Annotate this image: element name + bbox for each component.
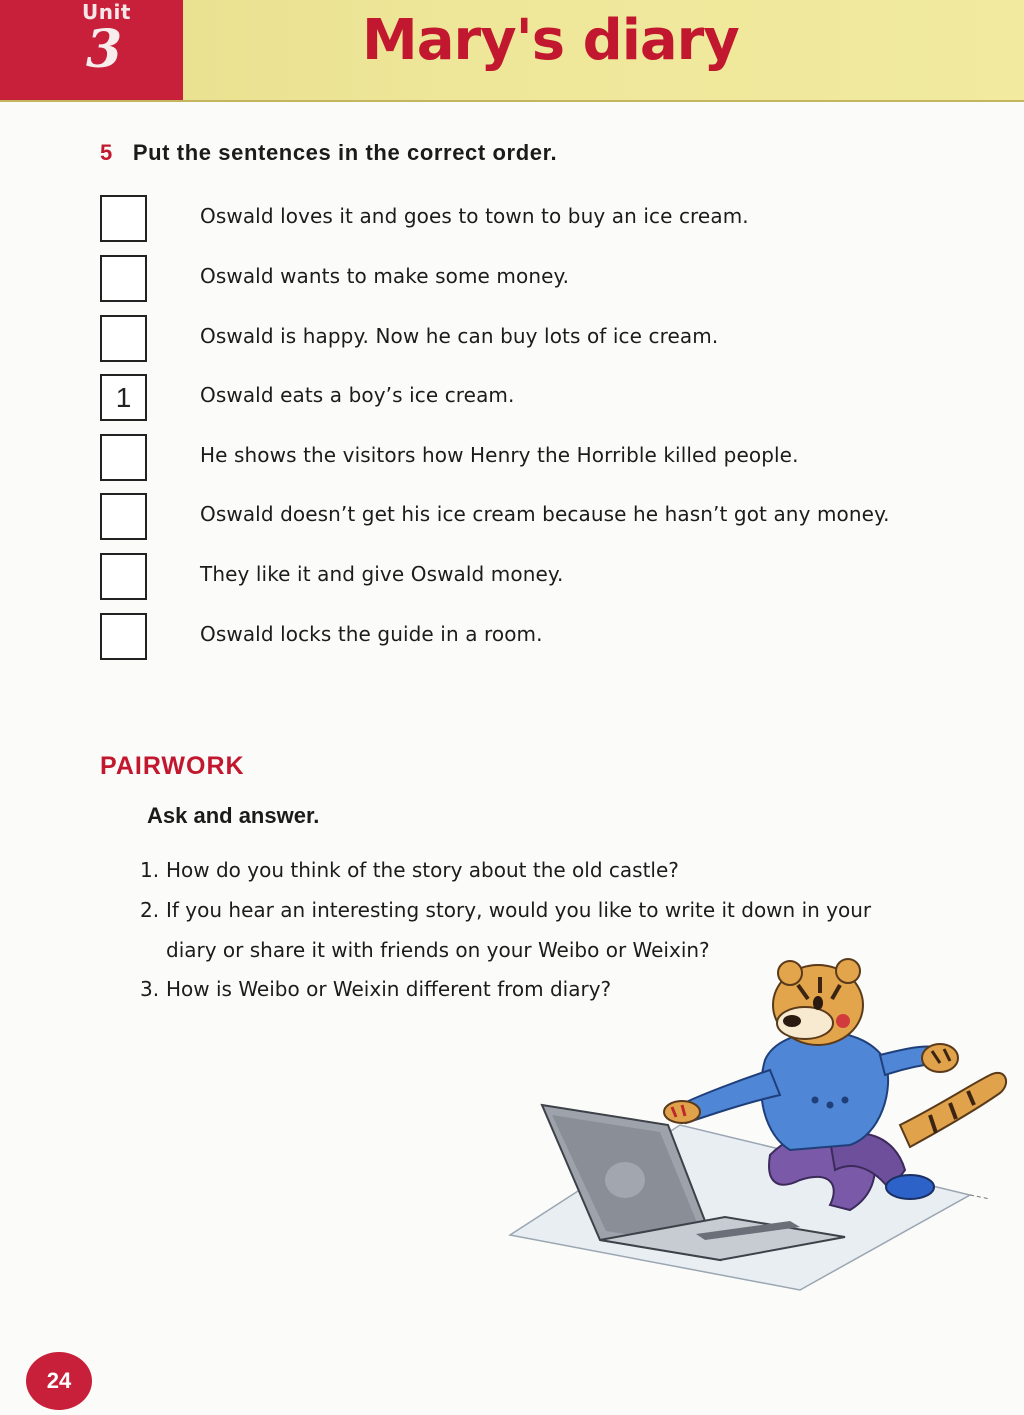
sentence-text: Oswald wants to make some money. [200,264,570,288]
tiger-laptop-illustration [500,955,1020,1295]
answer-box[interactable] [100,195,147,242]
answer-box[interactable] [100,493,147,540]
unit-label: Unit [82,0,131,24]
exercise-heading [100,140,557,166]
page-title: Mary's diary [362,8,739,73]
sentence-row [100,315,980,365]
pairwork-title: PAIRWORK [100,752,245,780]
answer-box[interactable] [100,613,147,660]
sentence-text: They like it and give Oswald money. [200,562,564,586]
question-text: How is Weibo or Weixin different from diary? [166,977,612,1001]
unit-number: 3 [86,19,123,80]
sentence-row [100,553,980,603]
sentence-text: Oswald eats a boy’s ice cream. [200,383,515,407]
answer-box[interactable]: 1 [100,374,147,421]
question-item [140,850,679,890]
sentence-text: Oswald loves it and goes to town to buy an ice cream. [200,204,749,228]
question-number: 2. [140,898,160,922]
exercise-instruction: Put the sentences in the correct order. [132,140,558,165]
sentence-row [100,374,980,424]
question-text-continued: diary or share it with friends on your Weibo or Weixin? [166,938,710,962]
sentence-row [100,613,980,663]
question-number: 3. [140,977,160,1001]
sentence-row [100,493,980,543]
answer-box[interactable] [100,255,147,302]
page-number: 24 [26,1352,92,1410]
sentence-text: Oswald doesn’t get his ice cream because he hasn’t got any money. [200,502,890,526]
answer-box[interactable] [100,434,147,481]
pairwork-instruction: Ask and answer. [147,803,320,828]
question-number: 1. [140,858,160,882]
answer-box[interactable] [100,315,147,362]
answer-box[interactable] [100,553,147,600]
sentence-row [100,255,980,305]
sentence-row [100,195,980,245]
sentence-text: Oswald is happy. Now he can buy lots of ice cream. [200,324,719,348]
unit-badge [0,0,183,100]
question-text: How do you think of the story about the old castle? [166,858,679,882]
sentence-text: Oswald locks the guide in a room. [200,622,543,646]
sentence-row [100,434,980,484]
unit-header [0,0,1024,102]
question-text: If you hear an interesting story, would you like to write it down in your [166,898,872,922]
exercise-number: 5 [100,140,113,165]
sentence-text: He shows the visitors how Henry the Horrible killed people. [200,443,799,467]
